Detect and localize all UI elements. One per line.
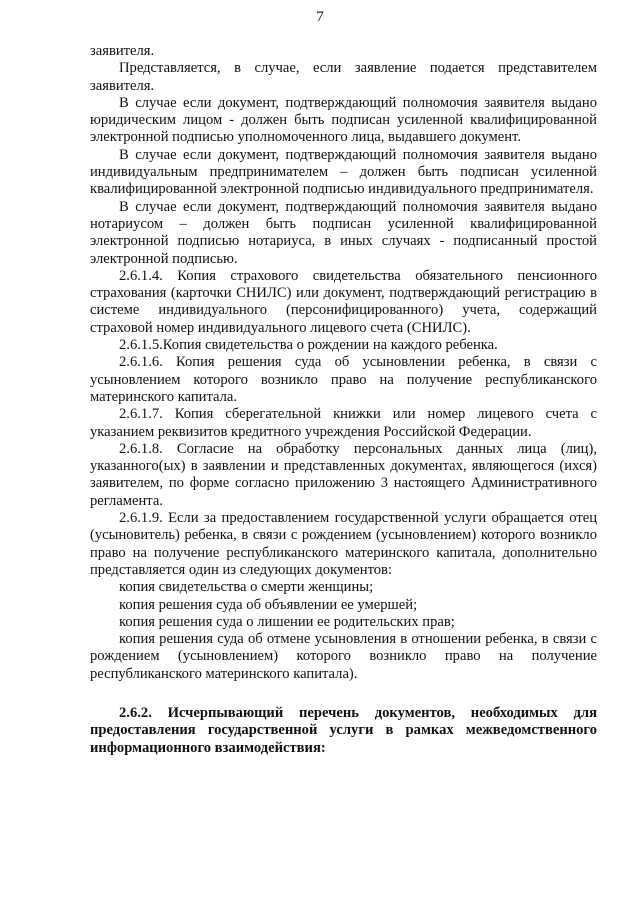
paragraph-2-6-1-5: 2.6.1.5.Копия свидетельства о рождении на каждого ребенка. [119, 337, 498, 354]
paragraph-2-6-1-8: 2.6.1.8. Согласие на обработку персональных данных лица (лиц), указанного(ых) в заявлении и представленных документах, являющегося (ихся) заявителем, по форме согласно приложению 3 настоящего Административного регламента. [90, 440, 597, 509]
section-spacer [90, 683, 597, 705]
paragraph-notary: В случае если документ, подтверждающий полномочия заявителя выдано нотариусом – должен быть подписан усиленной квалифицированной электронной подписью нотариуса, в иных случаях - подписанный простой электронной подписью. [90, 198, 597, 267]
paragraph-2-6-1-4: 2.6.1.4. Копия страхового свидетельства обязательного пенсионного страхования (карточки СНИЛС) или документ, подтверждающий регистрацию в системе индивидуального (персонифицированного) учета, содержащий страховой номер индивидуального лицевого счета (СНИЛС). [90, 267, 597, 336]
page-number: 7 [316, 9, 324, 25]
document-body [90, 43, 597, 757]
paragraph-entrepreneur: В случае если документ, подтверждающий полномочия заявителя выдано индивидуальным предпринимателем – должен быть подписан усиленной квалифицированной электронной подписью индивидуального предпринимателя. [90, 146, 597, 198]
list-item: копия решения суда об объявлении ее умершей; [119, 596, 418, 613]
list-item: копия решения суда об отмене усыновления в отношении ребенка, в связи с рождением (усыновлением) которого возникло право на получение республиканского материнского капитала). [90, 631, 597, 682]
paragraph-2-6-1-6: 2.6.1.6. Копия решения суда об усыновлении ребенка, в связи с усыновлением которого возникло право на получение республиканского материнского капитала. [90, 354, 597, 405]
paragraph-2-6-1-7: 2.6.1.7. Копия сберегательной книжки или номер лицевого счета с указанием реквизитов кредитного учреждения Российской Федерации. [90, 406, 597, 440]
list-item: копия решения суда о лишении ее родительских прав; [119, 613, 455, 630]
paragraph-legal-entity: В случае если документ, подтверждающий полномочия заявителя выдано юридическим лицом - должен быть подписан усиленной квалифицированной электронной подписью уполномоченного лица, выдавшего документ. [90, 94, 597, 146]
section-heading-2-6-2: 2.6.2. Исчерпывающий перечень документов, необходимых для предоставления государственной услуги в рамках межведомственного информационного взаимодействия: [90, 704, 597, 756]
paragraph-representative: Представляется, в случае, если заявление подается представителем заявителя. [90, 60, 597, 94]
paragraph-2-6-1-9: 2.6.1.9. Если за предоставлением государственной услуги обращается отец (усыновитель) ребенка, в связи с рождением (усыновлением) которого возникло право на получение республиканского материнского капитала, дополнительно представляется один из следующих документов: [90, 510, 597, 578]
paragraph-continuation: заявителя. [90, 43, 155, 59]
list-item: копия свидетельства о смерти женщины; [119, 579, 374, 596]
